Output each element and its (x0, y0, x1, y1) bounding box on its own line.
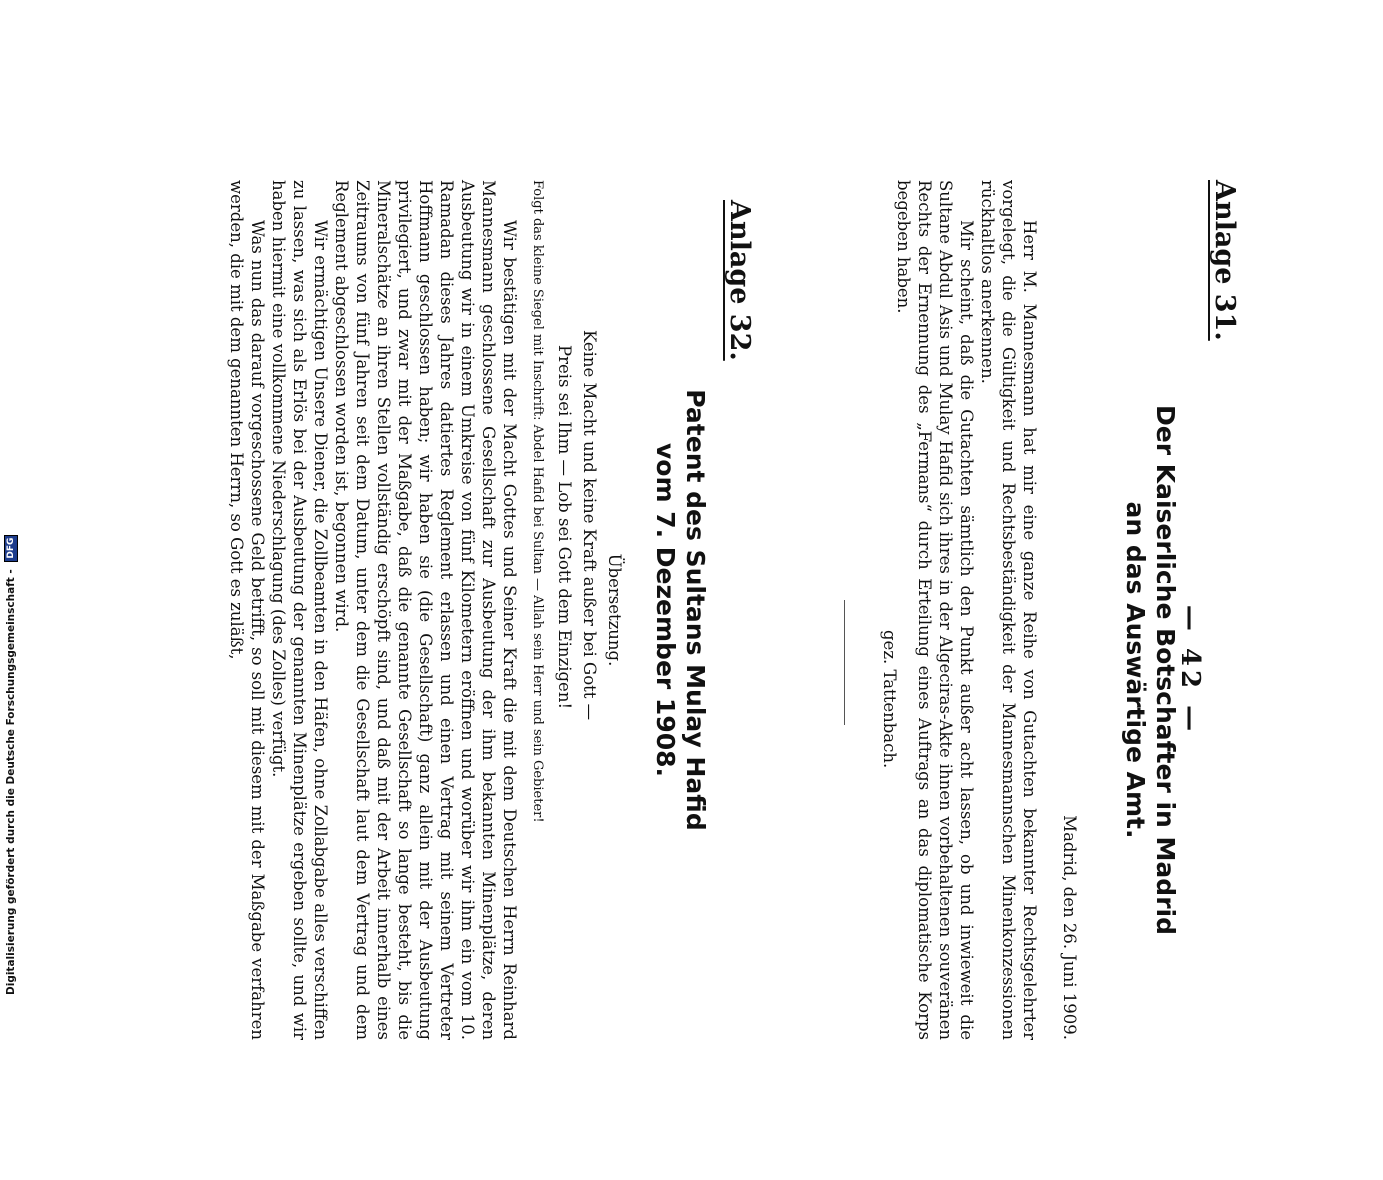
page-number: — 42 — (1175, 604, 1205, 736)
dfg-logo: DFG (4, 535, 18, 562)
anlage-31-dateline: Madrid, den 26. Juni 1909. (1060, 815, 1079, 1040)
anlage-32-heading: Anlage 32. (724, 200, 755, 361)
anlage-32-paragraph-2: Wir ermächtigen Unsere Diener, die Zollbeamten in den Häfen, ohne Zollabgabe alles verschiffen zu lassen, was sich als Erlös bei der Ausbeutung der genannten Minenplätze ergeben sollte, und wir haben hiermit eine vollkommene Niederschlagung (des Zolles) verfügt. (269, 180, 330, 1040)
anlage-32-paragraph-3: Was nun das darauf vorgeschossene Geld betrifft, so soll mit diesem mit der Maßgabe verfahren werden, die mit dem genannten Herrn, so Gott es zuläßt, (227, 180, 267, 1040)
anlage-32-title (650, 330, 710, 890)
invocation-line-1: Keine Macht und keine Kraft außer bei Gott — (580, 330, 599, 721)
anlage-31-paragraph-2: Mir scheint, daß die Gutachten sämtlich den Punkt außer acht lassen, ob und inwieweit die Sultane Abdul Asis und Mulay Hafid sich ihres in der Algeciras-Akte ihnen vorbehaltenen souveränen Rechts der Ernennung des „Fermans“ durch Erteilung eines Auftrags an das diplomatische Korps begeben haben. (894, 180, 976, 1040)
translation-label: Übersetzung. (605, 553, 624, 667)
anlage-32-title-line1: Patent des Sultans Mulay Hafid (681, 389, 710, 831)
anlage-32-paragraph-1: Wir bestätigen mit der Macht Gottes und Seiner Kraft die mit dem Deutschen Herrn Reinhard Mannesmann geschlossene Gesellschaft zur Ausbeutung der ihm bekannten Minenplätze, deren Ausbeutung wir in einem Umkreise von fünf Kilometern eröffnen und worüber wir ihm ein vom 10. Ramadan dieses Jahres datiertes Reglement erlassen und einen Vertrag mit seinem Vertreter Hoffmann geschlossen haben; wir haben sie (die Gesellschaft) ganz allein mit der Ausbeutung privilegiert, und zwar mit der Maßgabe, daß die genannte Gesellschaft so lange besteht, bis die Mineralschätze an ihren Stellen vollständig erschöpft sind, und daß mit der Arbeit innerhalb eines Zeitraums von fünf Jahren seit dem Datum, unter dem die Gesellschaft laut dem Vertrag und dem Reglement abgeschlossen worden ist, begonnen wird. (332, 180, 519, 1040)
anlage-31-title-line1: Der Kaiserliche Botschafter in Madrid (1151, 404, 1180, 935)
digitization-credit (4, 535, 18, 995)
anlage-32-body (226, 180, 520, 1040)
section-divider (844, 600, 845, 725)
anlage-31-title (1120, 320, 1180, 1020)
rotated-page (75, 180, 1240, 1180)
anlage-31-title-line2: an das Auswärtige Amt. (1121, 501, 1150, 839)
anlage-31-heading: Anlage 31. (1209, 180, 1240, 341)
invocation-line-2: Preis sei Ihm — Lob sei Gott dem Einzigen! (555, 345, 574, 710)
credit-text: Digitalisierung gefördert durch die Deutsche Forschungsgemeinschaft - (5, 569, 17, 995)
anlage-32-title-line2: vom 7. Dezember 1908. (651, 442, 680, 778)
anlage-31-signature: gez. Tattenbach. (880, 630, 899, 769)
seal-note: Folgt das kleine Siegel mit Inschrift: Abdel Hafid bei Sultan — Allah sein Herr und sein Gebieter! (530, 180, 545, 823)
anlage-31-body (893, 180, 1040, 1040)
anlage-31-paragraph-1: Herr M. Mannesmann hat mir eine ganze Reihe von Gutachten bekannter Rechtsgelehrter vorgelegt, die die Gültigkeit und Rechtsbeständigkeit der Mannesmannschen Minenkonzessionen rückhaltlos anerkennen. (978, 180, 1039, 1040)
